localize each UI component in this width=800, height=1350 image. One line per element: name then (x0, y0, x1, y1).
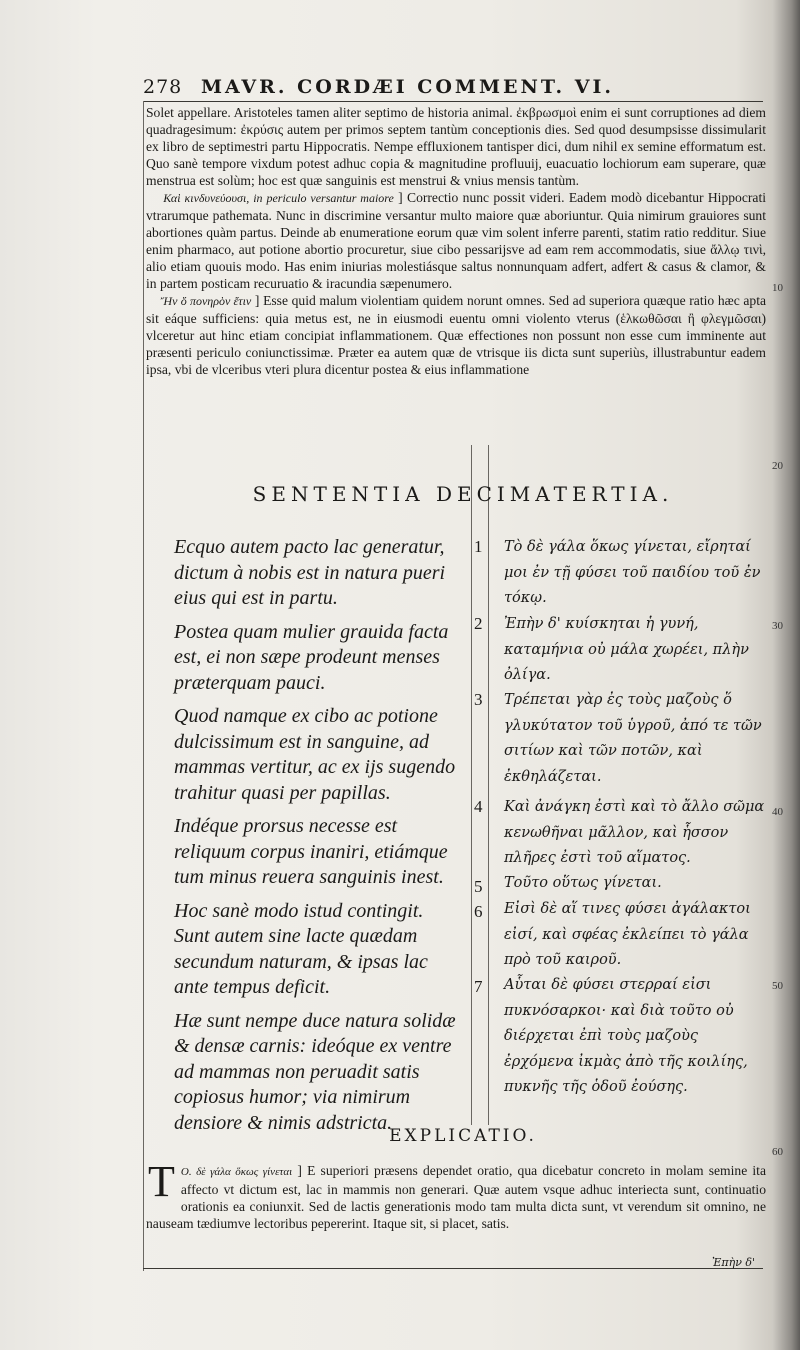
sententia-number: 7 (474, 977, 483, 996)
explicatio-text: E superiori præsens dependet oratio, qua dicebatur concreto in molam semine ita affecto vt dictum est, lac in mammis non generari. Quæ autem vsque adhuc interiecta sunt, continuatio orationis ea coniunxit. Sed de lactis generationis modo tam multa dicta sunt, vt verendum sit omnino, ne nauseam tædiumve lectoribus pepererint. Itaque sit, si placet, satis. (146, 1163, 766, 1231)
margin-line-number: 30 (772, 620, 783, 632)
greek-sententia: Ἐπὴν δ' κυίσκηται ἡ γυνή, καταμήνια οὐ μάλα χωρέει, πλὴν ὀλίγα. (504, 616, 749, 683)
greek-sententia: Αὗται δὲ φύσει στερραί εἰσι πυκνόσαρκοι· καὶ διὰ τοῦτο οὐ διέρχεται ἐπὶ τοὺς μαζοὺς ἐρχόμενα ἰκμὰς ἀπὸ τῆς κοιλίης, πυκνῆς τῆς ὁδοῦ ἐούσης. (504, 977, 748, 1095)
latin-sententia: Indéque prorsus necesse est reliquum corpus inaniri, etiámque tum minus reuera sanguinis inest. (174, 815, 448, 888)
margin-line-number: 20 (772, 460, 783, 472)
commentary-paragraph: Solet appellare. Aristoteles tamen aliter septimo de historia animal. ἐκβρωσμοὶ enim ei sunt corruptiones ad diem quadragesimum: ἐκρύσις autem per primos septem tantùm conceptionis dies. Sed quod desumpsisse dissimularit ex libro de septimestri partu Hippocratis. Nempe effluxionem tantisper dici, dum nihil ex semine efformatum est. Quo sanè tempore vixdum potest adhuc copia & magnitudine profluuij, euacuatio lochiorum eam superare, quæ menstrua est solùm; hoc est quæ sanguinis est menstrui & vnius mensis tantùm. (146, 105, 766, 188)
page-number: 278 (143, 76, 183, 98)
latin-sententia: Hoc sanè modo istud contingit. (174, 899, 424, 922)
sententia-number: 4 (474, 797, 483, 816)
catchword: Ἐπὴν δ' (712, 1256, 756, 1269)
latin-sententia: Sunt autem sine lacte quædam secundum naturam, & ipsas lac ante tempus deficit. (174, 925, 428, 998)
greek-sententia: Εἰσὶ δὲ αἵ τινες φύσει ἀγάλακτοι εἰσί, καὶ σφέας ἐκλείπει τὸ γάλα πρὸ τοῦ καιροῦ. (504, 901, 751, 968)
sententia-number: 6 (474, 902, 483, 921)
column-divider (488, 445, 489, 1125)
section-title: SENTENTIA DECIMATERTIA. (252, 482, 674, 506)
commentary-text: Esse quid malum violentiam quidem norunt omnes. Sed ad superiora quæque ratio hæc apta sit eáque sufficiens: quia metus est, ne in eiusmodi euentu omni violento vterus (ἑλκωθῶσαι ἢ φλεγμῶσαι) vlceretur aut hinc etiam concipiat inflammationem. Quæ effectiones non possunt non esse cum imminente aut præsenti periculo coniunctissimæ. Præter ea autem quæ de vtrisque iis dicta sunt superiùs, illustrabuntur eadem ipsa, vbi de vlceribus vteri plura dicentur postea & eius inflammatione (146, 293, 767, 377)
sententia-number: 5 (474, 877, 483, 896)
latin-sententia: Ecquo autem pacto lac generatur, dictum à nobis est in natura pueri eius qui est in partu. (174, 536, 446, 609)
sententia-number: 2 (474, 614, 483, 633)
commentary-paragraph: Ἤν ὅ πονηρὸν ἔτιν ] Esse quid malum violentiam quidem norunt omnes. Sed ad superiora quæque ratio hæc apta sit eáque sufficiens: quia metus est, ne in eiusmodi euentu omni violento vterus (ἑλκωθῶσαι ἢ φλεγμῶσαι) vlceretur aut hinc etiam concipiat inflammationem. Quæ effectiones non possunt non esse cum imminente aut præsenti periculo coniunctissimæ. Præter ea autem quæ de vtrisque iis dicta sunt superiùs, illustrabuntur eadem ipsa, vbi de vlceribus vteri plura dicentur postea & eius inflammatione (146, 293, 767, 377)
greek-sententia: Τρέπεται γὰρ ἐς τοὺς μαζοὺς ὅ γλυκύτατον τοῦ ὑγροῦ, ἀπό τε τῶν σιτίων καὶ τῶν ποτῶν, καὶ ἐκθηλάζεται. (504, 692, 762, 785)
greek-sententia: Καὶ ἀνάγκη ἐστὶ καὶ τὸ ἄλλο σῶμα κενωθῆναι μᾶλλον, καὶ ἧσσον πλῆρες ἐστὶ τοῦ αἵματος. (504, 799, 765, 866)
lemma: Ο. δὲ γάλα ὅκως γίνεται (180, 1166, 293, 1178)
left-frame-line (143, 101, 144, 1271)
explicatio-title: EXPLICATIO. (389, 1126, 537, 1146)
margin-line-number: 60 (772, 1146, 783, 1158)
latin-sententia: Hæ sunt nempe duce natura solidæ & densæ carnis: ideóque ex ventre ad mammas non peruadit satis copiosus humor; via nimirum densiore & nimis adstricta. (174, 1009, 456, 1134)
running-title: MAVR. CORDÆI COMMENT. VI. (201, 76, 614, 98)
lemma: Καὶ κινδυνεύουσι, in periculo versantur maiore (163, 191, 394, 205)
margin-line-number: 50 (772, 980, 783, 992)
footer-rule (143, 1268, 763, 1269)
lemma: Ἤν ὅ πονηρὸν ἔτιν (160, 294, 252, 308)
commentary-paragraph: Καὶ κινδυνεύουσι, in periculo versantur maiore ] Correctio nunc possit videri. Eadem modò dicebantur Hippocrati vtrarumque pathemata. Nunc in discrimine versantur multo maiore quæ aboriuntur. Quia nimirum grauiores sunt abortiones quàm partus. Deinde ab enumeratione eorum quæ vim solent inferre parenti, statim ratio redditur. Siue enim pharmaco, aut potione abortio procuretur, siue cibo pessarijsve ad eam rem accommodatis, siue ἄλλῳ τινὶ, alio etiam quouis modo. Has enim iniurias molestiásque saltus nonnunquam adfert, adfert & casus & clamor, & in partem posticam recuruatio & iracundia sæpenumero. (146, 190, 766, 291)
sententia-number: 3 (474, 690, 483, 709)
greek-sententia: Τοῦτο οὕτως γίνεται. (504, 875, 662, 891)
column-divider (471, 445, 472, 1125)
sententia-number: 1 (474, 537, 483, 556)
margin-line-number: 10 (772, 282, 783, 294)
commentary-block (146, 104, 766, 378)
margin-line-number: 40 (772, 806, 783, 818)
explicatio-block: T Ο. δὲ γάλα ὅκως γίνεται ] E superiori præsens dependet oratio, qua dicebatur concreto in molam semine ita affecto vt dictum est, lac in mammis non generari. Quæ autem vsque adhuc interiecta sunt, continuatio orationis ea coniunxit. Sed de lactis generationis modo tam multa dicta sunt, vt verendum sit omnino, ne nauseam tædiumve lectoribus pepererint. Itaque sit, si placet, satis. (146, 1157, 766, 1231)
latin-sententia: Postea quam mulier grauida facta est, ei non sæpe prodeunt menses præterquam pauci. (174, 620, 449, 694)
running-head (143, 76, 783, 102)
drop-capital: T (148, 1157, 175, 1206)
latin-sententia: Quod namque ex cibo ac potione dulcissimum est in sanguine, ad mammas vertitur, ac ex ijs sugendo trahitur quasi per papillas. (174, 705, 456, 804)
header-rule (143, 101, 763, 102)
latin-column (174, 535, 464, 1136)
greek-sententia: Τὸ δὲ γάλα ὅκως γίνεται, εἴρηταί μοι ἐν τῇ φύσει τοῦ παιδίου τοῦ ἐν τόκῳ. (504, 539, 761, 606)
commentary-text: Correctio nunc possit videri. Eadem modò dicebantur Hippocrati vtrarumque pathemata. Nunc in discrimine versantur multo maiore quæ aboriuntur. Quia nimirum grauiores sunt abortiones quàm partus. Deinde ab enumeratione eorum quæ vim solent inferre parenti, statim ratio redditur. Siue enim pharmaco, aut potione abortio procuretur, siue cibo pessarijsve ad eam rem accommodatis, siue ἄλλῳ τινὶ, alio etiam quouis modo. Has enim iniurias molestiásque saltus nonnunquam adfert, adfert & casus & clamor, & in partem posticam recuruatio & iracundia sæpenumero. (146, 190, 766, 291)
